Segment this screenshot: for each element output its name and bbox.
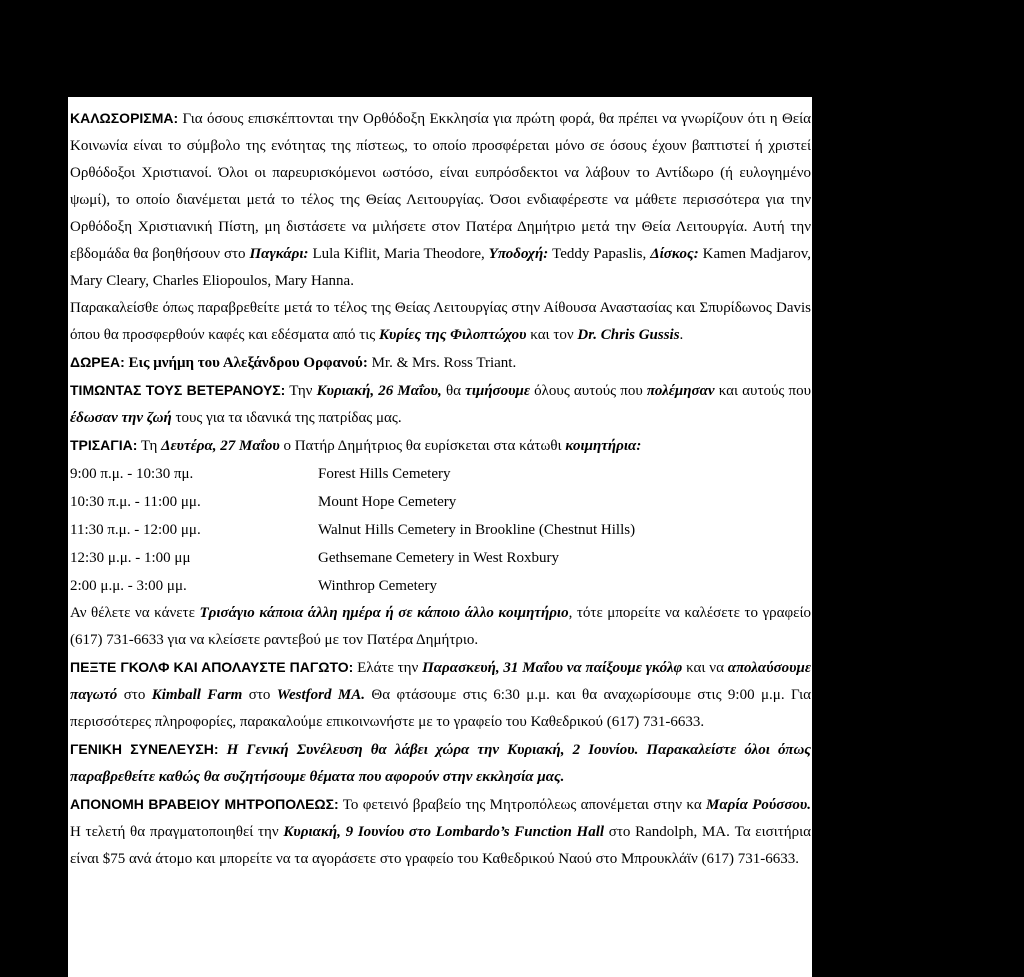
veterans-text-2: θα bbox=[441, 383, 466, 399]
assembly-paragraph bbox=[70, 736, 811, 791]
schedule-place: Walnut Hills Cemetery in Brookline (Chestnut Hills) bbox=[318, 522, 636, 538]
veterans-gave: έδωσαν την ζωή bbox=[70, 410, 172, 426]
philoptochos-name: Κυρίες της Φιλοπτώχου bbox=[379, 327, 527, 343]
donation-memory: Εις μνήμη του Αλεξάνδρου Ορφανού: bbox=[124, 355, 368, 371]
trisagia-other-emphasis: Τρισάγιο κάποια άλλη ημέρα ή σε κάποιο άλλο κοιμητήριο bbox=[199, 605, 569, 621]
schedule-time: 9:00 π.μ. - 10:30 πμ. bbox=[70, 466, 194, 482]
golf-paragraph bbox=[70, 654, 811, 736]
veterans-date: Κυριακή, 26 Μαΐου, bbox=[316, 383, 442, 399]
welcome-text: Για όσους επισκέπτονται την Ορθόδοξη Εκκλησία για πρώτη φορά, θα πρέπει να γνωρίζουν ότι η Θεία Κοινωνία είναι το σύμβολο της ενότητας της πίστεως, το οποίο προσφέρεται μόνο σε όσους έχουν βαπτιστεί ή χριστεί Ορθόδοξοι Χριστιανοί. Όλοι οι παρευρισκόμενοι ωστόσο, είναι ευπρόσδεκτοι να λάβουν το Αντίδωρο (ή ευλογημένο ψωμί), το οποίο διανέμεται μετά το τέλος της Θείας Λειτουργίας. Όσοι ενδιαφέρεστε να μάθετε περισσότερα για την Ορθόδοξη Χριστιανική Πίστη, μη διστάσετε να μιλήσετε στον Πατέρα Δημήτριο μετά την Θεία Λειτουργία. Αυτή την εβδομάδα θα βοηθήσουν στο bbox=[70, 111, 811, 262]
schedule-place: Winthrop Cemetery bbox=[318, 578, 437, 594]
trisagia-paragraph bbox=[70, 432, 811, 460]
welcome-heading: ΚΑΛΩΣΟΡΙΣΜΑ: bbox=[70, 110, 179, 126]
trisagia-cemeteries: κοιμητήρια: bbox=[565, 438, 642, 454]
schedule-row bbox=[70, 572, 811, 600]
award-text: Το φετεινό βραβείο της Μητροπόλεως απονέμεται στην κα bbox=[338, 797, 707, 813]
schedule-place: Forest Hills Cemetery bbox=[318, 466, 451, 482]
schedule-time: 11:30 π.μ. - 12:00 μμ. bbox=[70, 522, 201, 538]
golf-text-2: και να bbox=[682, 660, 728, 676]
golf-date: Παρασκευή, 31 Μαΐου να παίξουμε γκόλφ bbox=[422, 660, 683, 676]
schedule-row bbox=[70, 460, 811, 488]
golf-text: Ελάτε την bbox=[353, 660, 423, 676]
redacted-header-bar bbox=[66, 0, 814, 97]
award-heading: ΑΠΟΝΟΜΗ ΒΡΑΒΕΙΟΥ ΜΗΤΡΟΠΟΛΕΩΣ: bbox=[70, 796, 339, 812]
trisagia-heading: ΤΡΙΣΑΓΙΑ: bbox=[70, 437, 138, 453]
bulletin-page bbox=[68, 0, 812, 977]
golf-text-3: στο bbox=[117, 687, 152, 703]
golf-heading: ΠΕΞΤΕ ΓΚΟΛΦ ΚΑΙ ΑΠΟΛΑΥΣΤΕ ΠΑΓΩΤΟ: bbox=[70, 659, 354, 675]
veterans-text-5: τους για τα ιδανικά της πατρίδας μας. bbox=[171, 410, 402, 426]
ypodoxi-label: Υποδοχή: bbox=[488, 246, 549, 262]
golf-icecream: απολαύσουμε παγωτό bbox=[70, 660, 811, 703]
award-text-2: Η τελετή θα πραγματοποιηθεί την bbox=[70, 824, 284, 840]
award-date: Κυριακή, 9 Ιουνίου στο Lombardo’s Function Hall bbox=[283, 824, 605, 840]
coffee-text-2: και τον bbox=[526, 327, 578, 343]
assembly-text: Η Γενική Συνέλευση θα λάβει χώρα την Κυριακή, 2 Ιουνίου. Παρακαλείστε όλοι όπως παραβρεθείτε καθώς θα συζητήσουμε θέματα που αφορούν στην εκκλησία μας. bbox=[70, 742, 811, 785]
diskos-label: Δίσκος: bbox=[650, 246, 699, 262]
golf-farm: Kimball Farm bbox=[151, 687, 243, 703]
donation-donors: Mr. & Mrs. Ross Triant. bbox=[367, 355, 517, 371]
trisagia-other-text: Αν θέλετε να κάνετε bbox=[70, 605, 200, 621]
doctor-name: Dr. Chris Gussis bbox=[577, 327, 680, 343]
veterans-paragraph bbox=[70, 377, 811, 432]
bulletin-content bbox=[70, 105, 811, 873]
golf-text-4: στο bbox=[242, 687, 277, 703]
coffee-text-3: . bbox=[679, 327, 684, 343]
award-recipient: Μαρία Ρούσσου. bbox=[706, 797, 812, 813]
coffee-paragraph bbox=[70, 295, 811, 349]
trisagia-date: Δευτέρα, 27 Μαΐου bbox=[161, 438, 280, 454]
schedule-time: 12:30 μ.μ. - 1:00 μμ bbox=[70, 550, 191, 566]
veterans-text-3: όλους αυτούς που bbox=[529, 383, 647, 399]
veterans-honor: τιμήσουμε bbox=[465, 383, 530, 399]
schedule-place: Gethsemane Cemetery in West Roxbury bbox=[318, 550, 559, 566]
schedule-row bbox=[70, 488, 811, 516]
ypodoxi-names: Teddy Papaslis, bbox=[548, 246, 651, 262]
golf-town: Westford MA. bbox=[276, 687, 365, 703]
pangari-names: Lula Kiflit, Maria Theodore, bbox=[308, 246, 489, 262]
trisagia-other-text-2: , τότε μπορείτε να καλέσετε το γραφείο (617) 731-6633 για να κλείσετε ραντεβού με τον Πατέρα Δημήτριο. bbox=[70, 605, 811, 648]
award-paragraph bbox=[70, 791, 811, 873]
donation-paragraph bbox=[70, 349, 811, 377]
schedule-row bbox=[70, 516, 811, 544]
veterans-text-4: και αυτούς που bbox=[714, 383, 811, 399]
pangari-label: Παγκάρι: bbox=[249, 246, 309, 262]
award-text-3: στο Randolph, MA. Τα εισιτήρια είναι $75 ανά άτομο και μπορείτε να τα αγοράσετε στο γραφείο του Καθεδρικού Ναού στο Μπρουκλάϊν (617) 731-6633. bbox=[70, 824, 812, 867]
schedule-time: 10:30 π.μ. - 11:00 μμ. bbox=[70, 494, 201, 510]
schedule-time: 2:00 μ.μ. - 3:00 μμ. bbox=[70, 578, 187, 594]
golf-text-5: Θα φτάσουμε στις 6:30 μ.μ. και θα αναχωρίσουμε στις 9:00 μ.μ. Για περισσότερες πληροφορίες, παρακαλούμε επικοινωνήστε με το γραφείο του Καθεδρικού (617) 731-6633. bbox=[70, 687, 812, 730]
veterans-heading: ΤΙΜΩΝΤΑΣ ΤΟΥΣ ΒΕΤΕΡΑΝΟΥΣ: bbox=[70, 382, 286, 398]
diskos-names: Kamen Madjarov, Mary Cleary, Charles Eliopoulos, Mary Hanna. bbox=[70, 246, 811, 289]
trisagia-text: Τη bbox=[137, 438, 162, 454]
trisagia-schedule bbox=[70, 460, 811, 600]
schedule-row bbox=[70, 544, 811, 572]
donation-heading: ΔΩΡΕΑ: bbox=[70, 354, 125, 370]
veterans-text: Την bbox=[285, 383, 317, 399]
welcome-paragraph bbox=[70, 105, 811, 295]
trisagia-text-2: ο Πατήρ Δημήτριος θα ευρίσκεται στα κάτωθι bbox=[279, 438, 566, 454]
veterans-fought: πολέμησαν bbox=[646, 383, 715, 399]
schedule-place: Mount Hope Cemetery bbox=[318, 494, 457, 510]
assembly-heading: ΓΕΝΙΚΗ ΣΥΝΕΛΕΥΣΗ: bbox=[70, 741, 219, 757]
trisagia-other-paragraph bbox=[70, 600, 811, 654]
coffee-text: Παρακαλείσθε όπως παραβρεθείτε μετά το τέλος της Θείας Λειτουργίας στην Αίθουσα Αναστασίας και Σπυρίδωνος Davis όπου θα προσφερθούν καφές και εδέσματα από τις bbox=[70, 300, 811, 343]
